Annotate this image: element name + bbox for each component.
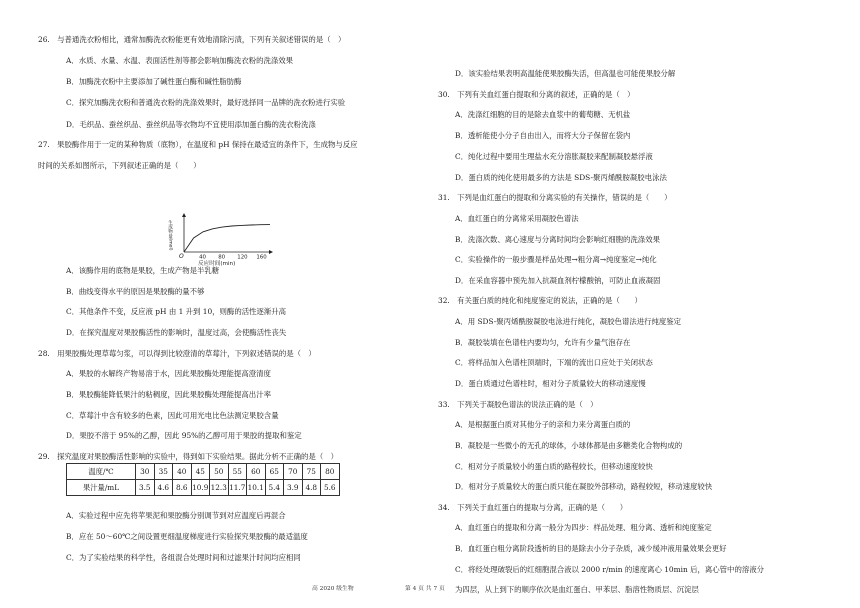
q27-option-c: C．其他条件不变，反应液 pH 由 1 升到 10，则酶的活性逐渐升高	[66, 307, 287, 316]
q27-stem-line1: 27. 果胶酶作用于一定的某种物质（底物），在温度和 pH 保持在最适宜的条件下，生成物与反应	[38, 140, 358, 149]
q31-option-b: B．洗涤次数、离心速度与分离时间均会影响红细胞的洗涤效果	[455, 235, 660, 244]
q26-option-d: D．毛织品、蚕丝织品、蚕丝织品等衣物均不宜使用添加蛋白酶的洗衣粉洗涤	[66, 120, 316, 129]
q29-option-a: A．实验过程中应先将苹果泥和果胶酶分别调节到对应温度后再混合	[66, 511, 286, 520]
table-cell: 8.6	[173, 480, 192, 496]
x-tick-labels	[199, 255, 267, 261]
footer-page-number: 第 4 页 共 7 页	[405, 586, 445, 592]
table-cell: 11.7	[228, 480, 247, 496]
q33-option-b: B．凝胶是一些微小的无孔的球体，小球体都是由多糖类化合物构成的	[455, 441, 683, 450]
table-row-label: 温度/℃	[67, 464, 136, 480]
q29-option-d: D．该实验结果表明高温能使果胶酶失活，但高温也可能使果胶分解	[455, 69, 676, 78]
x-tick-label: 120	[237, 254, 248, 261]
table-cell: 12.3	[210, 480, 229, 496]
q28-option-a: A．果胶的水解终产物易溶于水，因此果胶酶处理能提高澄清度	[66, 369, 271, 378]
footer-grade-subject: 高 2020 级生物	[312, 586, 354, 592]
table-cell: 65	[265, 464, 284, 480]
x-axis-arrow	[269, 250, 273, 254]
table-cell: 3.5	[136, 480, 155, 496]
q30-stem: 30. 下列有关血红蛋白提取和分离的叙述，正确的是（ ）	[438, 90, 635, 99]
table-cell: 50	[210, 464, 229, 480]
q26-stem: 26. 与普通洗衣粉相比，通常加酶洗衣粉能更有效地清除污渍，下列有关叙述错误的是（ ）	[38, 35, 346, 44]
series-line	[184, 225, 270, 252]
table-row-label: 果汁量/mL	[67, 480, 136, 496]
table-row-juice-volume	[67, 480, 340, 496]
chart-axes	[182, 213, 273, 254]
table-cell: 4.6	[154, 480, 173, 496]
q30-option-d: D．蛋白质的纯化使用最多的方法是 SDS-聚丙烯酰胺凝胶电泳法	[455, 173, 667, 182]
q32-option-b: B．凝胶装填在色谱柱内要均匀，允许有少量气泡存在	[455, 338, 631, 347]
q26-option-a: A．水质、水量、水温、表面活性剂等都会影响加酶洗衣粉的洗涤效果	[66, 56, 294, 65]
table-cell: 35	[154, 464, 173, 480]
q31-option-c: C．实验操作的一般步骤是样品处理→粗分离→纯度鉴定→纯化	[455, 255, 657, 264]
q27-option-a: A．该酶作用的底物是果胶，生成产物是半乳糖	[66, 266, 220, 275]
table-cell: 75	[302, 464, 321, 480]
q29-data-table	[66, 463, 340, 496]
x-tick-label: 40	[199, 254, 206, 261]
q33-option-d: D．相对分子质量较大的蛋白质只能在凝胶外部移动，路程较短，移动速度较快	[455, 482, 713, 491]
table-cell: 55	[228, 464, 247, 480]
q34-option-b: B．血红蛋白粗分离阶段透析的目的是除去小分子杂质，减少缓冲液用量效果会更好	[455, 544, 727, 553]
q30-option-b: B．透析能使小分子自由出入，而将大分子保留在袋内	[455, 131, 631, 140]
table-cell: 80	[321, 464, 340, 480]
q29-option-c: C．为了实验结果的科学性，各组混合处理时间和过滤果汁时间均应相同	[66, 553, 301, 562]
q33-option-a: A．是根据蛋白质对其他分子的亲和力来分离蛋白质的	[455, 420, 631, 429]
table-cell: 45	[191, 464, 210, 480]
reaction-chart-svg	[167, 212, 275, 267]
q29-stem: 29. 探究温度对果胶酶活性影响的实验中，得到如下实验结果。据此分析不正确的是（ ）	[38, 452, 338, 461]
table-row-temperature	[67, 464, 340, 480]
x-tick-label: 160	[256, 254, 267, 261]
q30-option-a: A．洗涤红细胞的目的是除去血浆中的葡萄糖、无机盐	[455, 110, 631, 119]
table-cell: 10.9	[191, 480, 210, 496]
q30-option-c: C．纯化过程中要用生理盐水充分溶胀凝胶来配制凝胶悬浮液	[455, 152, 653, 161]
table-cell: 4.8	[302, 480, 321, 496]
q32-option-a: A．用 SDS-聚丙烯酰胺凝胶电泳进行纯化，凝胶色谱法进行纯度鉴定	[455, 317, 682, 326]
q28-option-b: B．果胶酶能降低果汁的粘稠度，因此果胶酶处理能提高出汁率	[66, 390, 271, 399]
q26-option-b: B．加酶洗衣粉中主要添加了碱性蛋白酶和碱性脂肪酶	[66, 77, 242, 86]
q27-option-b: B．曲线变得水平的原因是果胶酶的量不够	[66, 287, 205, 296]
table-cell: 5.4	[265, 480, 284, 496]
q31-option-a: A．血红蛋白的分离常采用凝胶色谱法	[455, 214, 579, 223]
q34-option-c-line2: 为四层，从上到下的顺序依次是血红蛋白、甲苯层、脂溶性物质层、沉淀层	[455, 585, 699, 594]
q27-stem-line2: 时间的关系如图所示，下列叙述正确的是（ ）	[38, 161, 201, 170]
q34-stem: 34. 下列关于血红蛋白的提取与分离，正确的是（ ）	[438, 503, 628, 512]
q31-option-d: D．在采血容器中预先加入抗凝血剂柠檬酸钠，可防止血液凝固	[455, 276, 661, 285]
reaction-chart	[167, 212, 275, 267]
table-cell: 5.6	[321, 480, 340, 496]
x-tick-label: 80	[218, 254, 226, 261]
q28-option-d: D．果胶不溶于 95%的乙醇，因此 95%的乙醇可用于果胶的提取和鉴定	[66, 431, 302, 440]
q29-option-b: B．应在 50～60℃之间设置更细温度梯度进行实验探究果胶酶的最适温度	[66, 532, 308, 541]
table-cell: 3.9	[284, 480, 303, 496]
q33-stem: 33. 下列关于凝胶色谱法的说法正确的是（ ）	[438, 400, 598, 409]
q31-stem: 31. 下列是血红蛋白的提取和分离实验的有关操作，错误的是（ ）	[438, 193, 672, 202]
q34-option-a: A．血红蛋白的提取和分离一般分为四步：样品处理、粗分离、透析和纯度鉴定	[455, 523, 712, 532]
q32-option-c: C．将样品加入色谱柱顶端时，下端的流出口应处于关闭状态	[455, 358, 653, 367]
table-cell: 60	[247, 464, 266, 480]
q32-stem: 32. 有关蛋白质的纯化和纯度鉴定的说法，正确的是（ ）	[438, 296, 642, 305]
table-cell: 70	[284, 464, 303, 480]
chart-origin: O	[179, 253, 184, 260]
q32-option-d: D．蛋白质通过色谱柱时，相对分子质量较大的移动速度慢	[455, 379, 646, 388]
q28-stem: 28. 用果胶酶处理草莓匀浆，可以得到比较澄清的草莓汁，下列叙述错误的是（ ）	[38, 349, 316, 358]
q27-option-d: D．在探究温度对果胶酶活性的影响时，温度过高，会使酶活性丧失	[66, 328, 287, 337]
chart-ylabel: 生成物量(mol)	[167, 220, 173, 251]
q33-option-c: C．相对分子质量较小的蛋白质的路程较长，但移动速度较快	[455, 462, 653, 471]
q34-option-c-line1: C．将经处理破裂后的红细胞混合液以 2000 r/min 的速度离心 10min 后，离心管中的溶液分	[455, 565, 765, 574]
table-cell: 10.1	[247, 480, 266, 496]
q26-option-c: C．探究加酶洗衣粉和普通洗衣粉的洗涤效果时，最好选择同一品牌的洗衣粉进行实验	[66, 98, 346, 107]
chart-xlabel: 反应时间(min)	[198, 261, 236, 267]
table-cell: 40	[173, 464, 192, 480]
y-axis-arrow	[182, 213, 186, 217]
table-cell: 30	[136, 464, 155, 480]
q28-option-c: C．草莓汁中含有较多的色素，因此可用光电比色法测定果胶含量	[66, 411, 279, 420]
